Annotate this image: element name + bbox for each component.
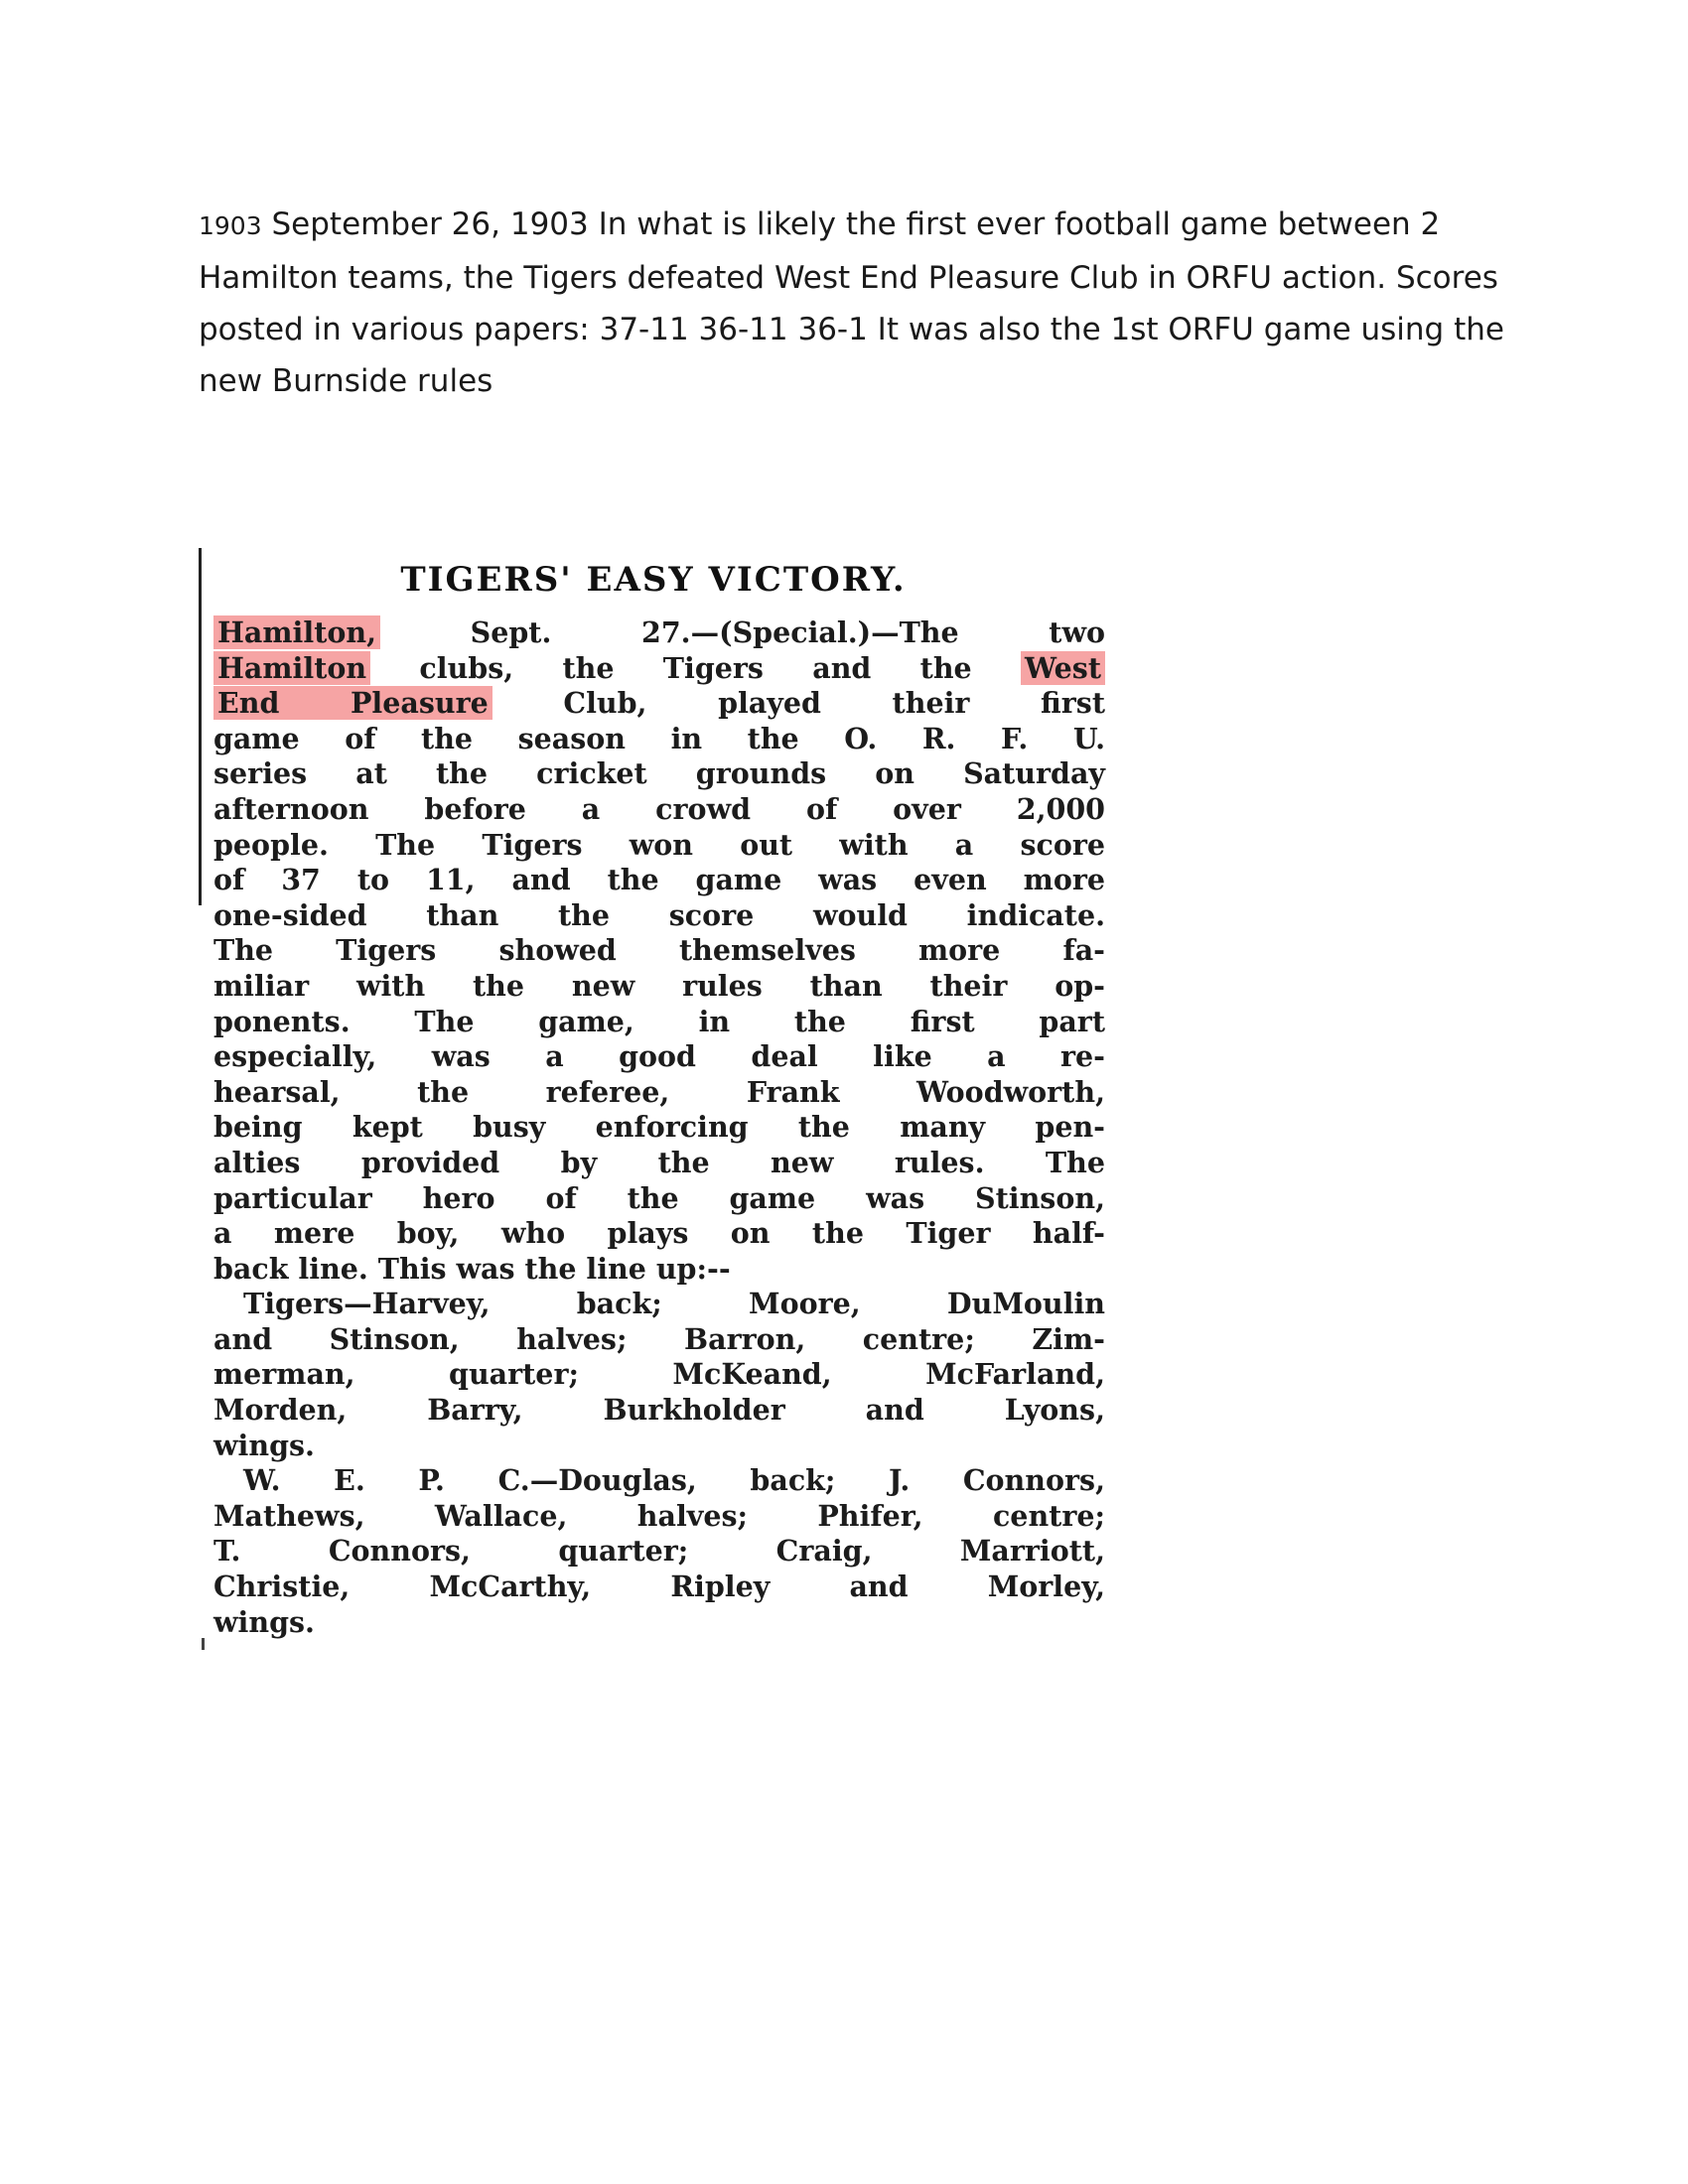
clipping-line <box>213 898 1105 934</box>
intro-text: September 26, 1903 In what is likely the first ever football game between 2 Hamilton teams, the Tigers defeated West End Pleasure Club in ORFU action. Scores posted in various papers: 37-11 36-11 36-1 It was also the 1st ORFU game using the new Burnside rules <box>199 206 1504 399</box>
clipping-text: of 37 to 11, and the game was even more <box>213 863 1105 897</box>
clipping-line <box>213 863 1105 898</box>
clipping-line <box>213 1605 1105 1641</box>
clipping-text: back line. This was the line up:-- <box>213 1251 731 1286</box>
clipping-text: series at the cricket grounds on Saturday <box>213 756 1105 791</box>
clipping-text: being kept busy enforcing the many pen- <box>213 1110 1105 1145</box>
clipping-text: game of the season in the O. R. F. U. <box>213 721 1105 755</box>
clipping-text: people. The Tigers won out with a score <box>213 827 1105 862</box>
clipping-text: W. E. P. C.—Douglas, back; J. Connors, <box>243 1463 1105 1498</box>
clipping-text: afternoon before a crowd of over 2,000 <box>213 791 1105 826</box>
clipping-text: wings. <box>213 1604 315 1639</box>
clipping-line <box>213 1252 1105 1288</box>
clipping-text: ponents. The game, in the first part <box>213 1004 1105 1038</box>
clipping-line <box>213 969 1105 1005</box>
clipping-line <box>213 651 1105 687</box>
clipping-line <box>213 1322 1105 1358</box>
column-marker <box>202 1638 205 1650</box>
clipping-text: clubs, the Tigers and the <box>370 650 1021 685</box>
clipping-line <box>213 1146 1105 1181</box>
clipping-text: hearsal, the referee, Frank Woodworth, <box>213 1074 1105 1109</box>
clipping-line <box>213 1534 1105 1570</box>
clipping-text: Tigers—Harvey, back; Moore, DuMoulin <box>243 1287 1105 1321</box>
clipping-text: T. Connors, quarter; Craig, Marriott, <box>213 1534 1105 1569</box>
clipping-line <box>213 1463 1105 1499</box>
clipping-text: Christie, McCarthy, Ripley and Morley, <box>213 1570 1105 1604</box>
highlighted-name: West <box>1021 651 1105 685</box>
clipping-text: particular hero of the game was Stinson, <box>213 1180 1105 1215</box>
clipping-line <box>213 1110 1105 1146</box>
clipping-body <box>213 615 1105 1640</box>
clipping-line <box>213 1570 1105 1605</box>
clipping-text: especially, was a good deal like a re- <box>213 1039 1105 1074</box>
clipping-text: a mere boy, who plays on the Tiger half- <box>213 1216 1105 1251</box>
clipping-line <box>213 1075 1105 1111</box>
clipping-line <box>213 756 1105 792</box>
clipping-line <box>213 615 1105 651</box>
clipping-line <box>213 1005 1105 1040</box>
highlighted-name: Hamilton <box>213 651 370 685</box>
highlighted-name: End Pleasure <box>213 686 492 720</box>
clipping-line <box>213 722 1105 757</box>
clipping-line <box>213 1287 1105 1322</box>
clipping-text: alties provided by the new rules. The <box>213 1145 1105 1179</box>
clipping-text: Club, played their first <box>492 686 1105 721</box>
clipping-line <box>213 1216 1105 1252</box>
clipping-text: merman, quarter; McKeand, McFarland, <box>213 1357 1105 1392</box>
clipping-headline: TIGERS' EASY VICTORY. <box>400 560 907 600</box>
clipping-line <box>213 1499 1105 1535</box>
clipping-text: Morden, Barry, Burkholder and Lyons, <box>213 1393 1105 1428</box>
clipping-text: Mathews, Wallace, halves; Phifer, centre; <box>213 1498 1105 1533</box>
clipping-text: miliar with the new rules than their op- <box>213 968 1105 1003</box>
clipping-text: one-sided than the score would indicate. <box>213 897 1105 932</box>
clipping-line <box>213 1429 1105 1464</box>
clipping-line <box>213 1393 1105 1429</box>
clipping-text: Sept. 27.—(Special.)—The two <box>380 615 1105 649</box>
year-tag: 1903 <box>199 211 262 240</box>
clipping-line <box>213 1039 1105 1075</box>
newspaper-clipping <box>199 548 1108 1665</box>
clipping-line <box>213 1181 1105 1217</box>
clipping-text: The Tigers showed themselves more fa- <box>213 933 1105 968</box>
clipping-line <box>213 828 1105 864</box>
column-rule <box>199 548 202 905</box>
clipping-line <box>213 686 1105 722</box>
clipping-text: and Stinson, halves; Barron, centre; Zim- <box>213 1321 1105 1356</box>
highlighted-name: Hamilton, <box>213 615 380 649</box>
clipping-text: wings. <box>213 1428 315 1462</box>
clipping-line <box>213 1357 1105 1393</box>
intro-paragraph <box>199 199 1519 407</box>
clipping-line <box>213 792 1105 828</box>
clipping-line <box>213 933 1105 969</box>
